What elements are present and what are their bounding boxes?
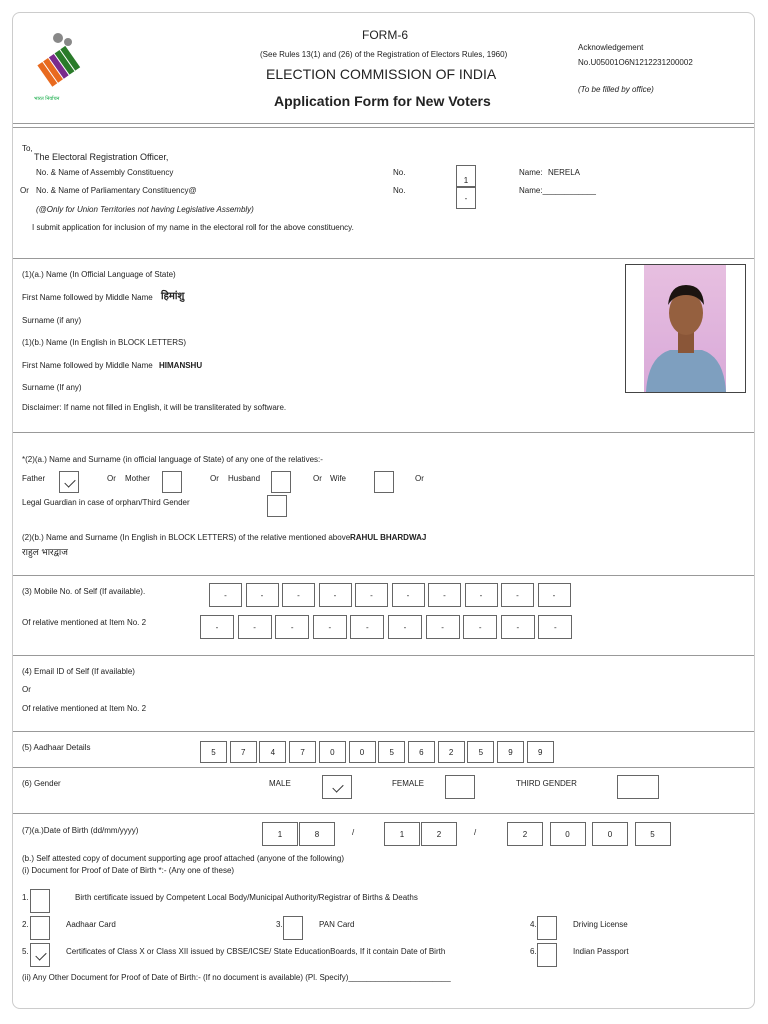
mobile-self-digit-box[interactable]: - xyxy=(319,583,352,607)
or-label-1: Or xyxy=(107,474,116,483)
aadhaar-digit-box[interactable]: 5 xyxy=(200,741,227,763)
rules-text: (See Rules 13(1) and (26) of the Registration of Electors Rules, 1960) xyxy=(260,50,508,59)
dob-day-box[interactable]: 8 xyxy=(299,822,335,846)
doc-checkbox-4[interactable] xyxy=(537,916,557,940)
check-icon xyxy=(64,476,75,487)
ut-note: (@Only for Union Territories not having Legislative Assembly) xyxy=(36,205,254,214)
commission-title: ELECTION COMMISSION OF INDIA xyxy=(266,66,497,82)
mobile-self-digit-box[interactable]: - xyxy=(355,583,388,607)
mobile-relative-digit-box[interactable]: - xyxy=(463,615,497,639)
mobile-self-digit-box[interactable]: - xyxy=(392,583,425,607)
name-english-label: (1)(b.) Name (In English in BLOCK LETTERS) xyxy=(22,338,187,347)
dob-slash-2: / xyxy=(474,828,477,837)
form-number: FORM-6 xyxy=(362,28,408,42)
relative-name-hindi: राहुल भारद्वाज xyxy=(22,547,68,557)
doc-checkbox-1[interactable] xyxy=(30,889,50,913)
assembly-no-box[interactable]: 1 xyxy=(456,165,476,187)
aadhaar-digit-box[interactable]: 2 xyxy=(438,741,465,763)
guardian-checkbox[interactable] xyxy=(267,495,287,517)
relative-english-label: (2)(b.) Name and Surname (In English in BLOCK LETTERS) of the relative mentioned above xyxy=(22,533,351,542)
assembly-label: No. & Name of Assembly Constituency xyxy=(36,168,174,177)
other-doc-label: (ii) Any Other Document for Proof of Date of Birth:- (If no document is available) (Pl. Specify)_______________________ xyxy=(22,973,451,982)
aadhaar-digit-box[interactable]: 0 xyxy=(319,741,346,763)
parliament-no-box[interactable]: - xyxy=(456,187,476,209)
doc-birth-cert: Birth certificate issued by Competent Local Body/Municipal Authority/Registrar of Births & Deaths xyxy=(75,893,418,902)
parliament-name: Name:____________ xyxy=(519,186,596,195)
mobile-relative-digit-box[interactable]: - xyxy=(538,615,572,639)
officer-label: The Electoral Registration Officer, xyxy=(34,152,169,162)
dob-month-box[interactable]: 2 xyxy=(421,822,457,846)
doc-aadhaar: Aadhaar Card xyxy=(66,920,116,929)
submit-text: I submit application for inclusion of my name in the electoral roll for the above constituency. xyxy=(32,223,354,232)
doc-num-3: 3. xyxy=(276,920,283,929)
email-or-label: Or xyxy=(22,685,31,694)
mobile-self-digit-box[interactable]: - xyxy=(282,583,315,607)
dob-year-box[interactable]: 2 xyxy=(507,822,543,846)
applicant-photo xyxy=(625,264,746,393)
mobile-self-digit-box[interactable]: - xyxy=(246,583,279,607)
doc-checkbox-3[interactable] xyxy=(283,916,303,940)
aadhaar-digit-box[interactable]: 7 xyxy=(289,741,316,763)
aadhaar-digit-box[interactable]: 7 xyxy=(230,741,257,763)
or-label: Or xyxy=(20,186,29,195)
father-label: Father xyxy=(22,474,46,483)
mobile-relative-digit-box[interactable]: - xyxy=(313,615,347,639)
parliament-label: No. & Name of Parliamentary Constituency@ xyxy=(36,186,197,195)
dob-year-box[interactable]: 5 xyxy=(635,822,671,846)
ack-label: Acknowledgement xyxy=(578,43,644,52)
doc-num-2: 2. xyxy=(22,920,29,929)
mobile-relative-label: Of relative mentioned at Item No. 2 xyxy=(22,618,147,627)
mobile-relative-digit-box[interactable]: - xyxy=(350,615,384,639)
dob-label: (7)(a.)Date of Birth (dd/mm/yyyy) xyxy=(22,826,139,835)
email-relative-label: Of relative mentioned at Item No. 2 xyxy=(22,704,147,713)
third-gender-label: THIRD GENDER xyxy=(516,779,577,788)
dob-doc-label: (i) Document for Proof of Date of Birth *:- (Any one of these) xyxy=(22,866,235,875)
aadhaar-digit-box[interactable]: 0 xyxy=(349,741,376,763)
aadhaar-digit-box[interactable]: 9 xyxy=(527,741,554,763)
aadhaar-label: (5) Aadhaar Details xyxy=(22,743,91,752)
mobile-relative-digit-box[interactable]: - xyxy=(501,615,535,639)
mobile-relative-digit-box[interactable]: - xyxy=(200,615,234,639)
doc-pan: PAN Card xyxy=(319,920,355,929)
svg-text:भारत निर्वाचन: भारत निर्वाचन xyxy=(34,96,60,102)
husband-checkbox[interactable] xyxy=(271,471,291,493)
aadhaar-digit-box[interactable]: 5 xyxy=(378,741,405,763)
male-label: MALE xyxy=(269,779,291,788)
doc-num-6: 6. xyxy=(530,947,537,956)
doc-checkbox-5[interactable] xyxy=(30,943,50,967)
or-label-2: Or xyxy=(210,474,219,483)
doc-checkbox-2[interactable] xyxy=(30,916,50,940)
mobile-self-digit-box[interactable]: - xyxy=(538,583,571,607)
mobile-relative-digit-box[interactable]: - xyxy=(238,615,272,639)
aadhaar-digit-box[interactable]: 5 xyxy=(467,741,494,763)
mobile-self-digit-box[interactable]: - xyxy=(209,583,242,607)
doc-num-1: 1. xyxy=(22,893,29,902)
age-proof-label: (b.) Self attested copy of document supporting age proof attached (anyone of the following) xyxy=(22,854,344,863)
third-gender-checkbox[interactable] xyxy=(617,775,659,799)
no-label-1: No. xyxy=(393,168,406,177)
mobile-relative-digit-box[interactable]: - xyxy=(388,615,422,639)
female-checkbox[interactable] xyxy=(445,775,475,799)
mother-label: Mother xyxy=(125,474,150,483)
disclaimer: Disclaimer: If name not filled in English, it will be transliterated by software. xyxy=(22,403,287,412)
dob-day-box[interactable]: 1 xyxy=(262,822,298,846)
mobile-self-digit-box[interactable]: - xyxy=(465,583,498,607)
no-label-2: No. xyxy=(393,186,406,195)
mobile-relative-digit-box[interactable]: - xyxy=(275,615,309,639)
mobile-self-digit-box[interactable]: - xyxy=(428,583,461,607)
dob-year-box[interactable]: 0 xyxy=(550,822,586,846)
surname-label-2: Surname (If any) xyxy=(22,383,82,392)
dob-month-box[interactable]: 1 xyxy=(384,822,420,846)
first-name-hindi: हिमांशु xyxy=(161,291,185,302)
relative-name-english: RAHUL BHARDWAJ xyxy=(350,533,427,542)
dob-year-box[interactable]: 0 xyxy=(592,822,628,846)
ack-number: No.U05001O6N1212231200002 xyxy=(578,58,693,67)
doc-num-5: 5. xyxy=(22,947,29,956)
first-name-label-1: First Name followed by Middle Name xyxy=(22,293,153,302)
or-label-3: Or xyxy=(313,474,322,483)
mobile-self-label: (3) Mobile No. of Self (If available). xyxy=(22,587,146,596)
email-self-label: (4) Email ID of Self (If available) xyxy=(22,667,135,676)
wife-checkbox[interactable] xyxy=(374,471,394,493)
check-icon xyxy=(35,949,46,960)
male-checkbox[interactable] xyxy=(322,775,352,799)
doc-driving: Driving License xyxy=(573,920,628,929)
doc-class-cert: Certificates of Class X or Class XII issued by CBSE/ICSE/ State EducationBoards, If it contain Date of Birth xyxy=(66,947,446,956)
to-label: To, xyxy=(22,144,33,153)
doc-checkbox-6[interactable] xyxy=(537,943,557,967)
check-icon xyxy=(332,781,343,792)
form-title: Application Form for New Voters xyxy=(274,93,491,109)
female-label: FEMALE xyxy=(392,779,425,788)
relative-label: *(2)(a.) Name and Surname (in official language of State) of any one of the relatives:- xyxy=(22,455,323,464)
name-official-label: (1)(a.) Name (In Official Language of State) xyxy=(22,270,176,279)
mobile-relative-digit-box[interactable]: - xyxy=(426,615,460,639)
father-checkbox[interactable] xyxy=(59,471,79,493)
assembly-name: NERELA xyxy=(548,168,581,177)
dob-slash-1: / xyxy=(352,828,355,837)
wife-label: Wife xyxy=(330,474,346,483)
guardian-label: Legal Guardian in case of orphan/Third Gender xyxy=(22,498,190,507)
aadhaar-digit-box[interactable]: 4 xyxy=(259,741,286,763)
mother-checkbox[interactable] xyxy=(162,471,182,493)
aadhaar-digit-box[interactable]: 6 xyxy=(408,741,435,763)
office-note: (To be filled by office) xyxy=(578,85,654,94)
doc-num-4: 4. xyxy=(530,920,537,929)
doc-passport: Indian Passport xyxy=(573,947,629,956)
surname-label-1: Surname (if any) xyxy=(22,316,82,325)
first-name-label-2: First Name followed by Middle Name xyxy=(22,361,153,370)
mobile-self-digit-box[interactable]: - xyxy=(501,583,534,607)
husband-label: Husband xyxy=(228,474,261,483)
name-label-1: Name: xyxy=(519,168,543,177)
gender-label: (6) Gender xyxy=(22,779,61,788)
or-label-4: Or xyxy=(415,474,424,483)
first-name-english: HIMANSHU xyxy=(159,361,203,370)
aadhaar-digit-box[interactable]: 9 xyxy=(497,741,524,763)
eci-logo xyxy=(28,30,94,102)
